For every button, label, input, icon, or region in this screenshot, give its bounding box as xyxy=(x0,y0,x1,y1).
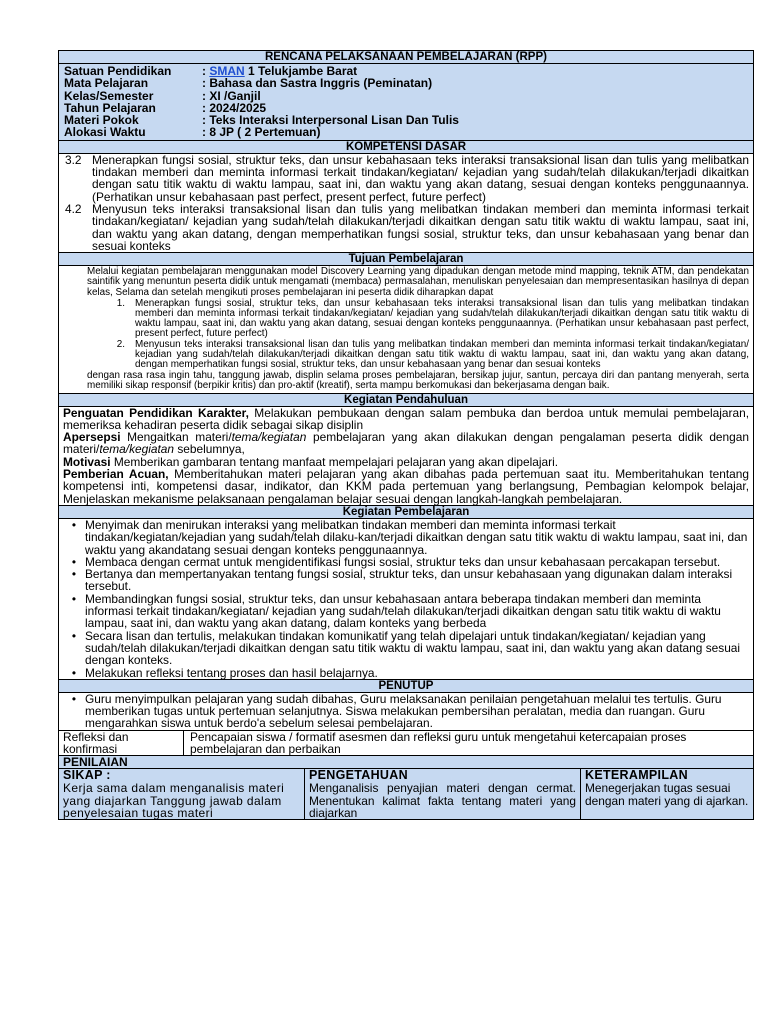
sikap-text: Kerja sama dalam menganalisis materi yang diajarkan Tanggung jawab dalam penyelesaian tugas materi xyxy=(63,781,285,820)
kd-item-text: Menerapkan fungsi sosial, struktur teks, dan unsur kebahasaan teks interaksi transaksional lisan dan tulis yang melibatkan tindakan memberi dan meminta informasi terkait tindakan/kegiatan/ kejadian yang sudah/telah dilakukan/terjadi dikaitkan dengan satu titik waktu di waktu lampau, saat ini, dan waktu yang akan datang, sesuai dengan konteks penggunaannya. (Perhatikan unsur kebahasaan past perfect, present perfect, future perfect) xyxy=(92,152,749,204)
identity-block xyxy=(58,64,754,141)
satuan-rest: 1 Telukjambe Barat xyxy=(244,64,358,78)
penutup-header: PENUTUP xyxy=(58,680,754,693)
refleksi-label: Refleksi dan konfirmasi xyxy=(59,731,184,756)
keterampilan-column xyxy=(581,769,753,819)
apersepsi-label: Apersepsi xyxy=(63,430,121,445)
mapel-label: Mata Pelajaran xyxy=(64,76,149,91)
sikap-column xyxy=(59,769,305,819)
materi-label: Materi Pokok xyxy=(64,113,139,128)
motivasi-label: Motivasi xyxy=(63,454,111,469)
apersepsi-text: sebelumnya, xyxy=(174,442,245,457)
tujuan-header: Tujuan Pembelajaran xyxy=(58,253,754,266)
identity-row-materi xyxy=(64,114,748,126)
pembelajaran-item-text: Secara lisan dan tertulis, melakukan tindakan komunikatif yang telah dipelajari untuk tindakan/kegiatan/ kejadian yang sudah/telah dilakukan/terjadi dikaitkan dengan satu titik waktu di waktu lampau, saat ini, dan waktu yang akan datang sesuai dengan konteks. xyxy=(85,628,741,668)
pendahuluan-karakter xyxy=(63,407,749,432)
kelas-value: : XI /Ganjil xyxy=(202,88,261,103)
identity-row-kelas xyxy=(64,90,748,102)
karakter-label: Penguatan Pendidikan Karakter, xyxy=(63,405,249,420)
bullet-icon: • xyxy=(71,567,77,582)
list-item xyxy=(63,667,749,679)
pembelajaran-item-text: Bertanya dan mempertanyakan tentang fungsi sosial, struktur teks, dan unsur kebahasaan yang digunakan dalam interaksi tersebut. xyxy=(85,567,733,594)
apersepsi-text: Mengaitkan materi/ xyxy=(120,430,232,445)
kd-item-number: 4.2 xyxy=(65,201,82,216)
mapel-value: : Bahasa dan Sastra Inggris (Peminatan) xyxy=(202,76,433,91)
refleksi-row xyxy=(58,731,754,757)
satuan-label: Satuan Pendidikan xyxy=(64,64,172,78)
rpp-document xyxy=(58,50,754,820)
penilaian-header: PENILAIAN xyxy=(58,756,754,769)
list-item xyxy=(87,299,749,340)
pendahuluan-acuan xyxy=(63,468,749,505)
apersepsi-italic: tema/kegiatan xyxy=(99,442,175,457)
tujuan-intro: Melalui kegiatan pembelajaran menggunakan model Discovery Learning yang dipadukan dengan metode mind mapping, teknik ATM, dan pendekatan saintifik yang menuntun peserta didik untuk mengamati (membaca) permasalahan, menuliskan penyelesaian dan mempresentasikan hasilnya di depan kelas, Selama dan setelah mengikuti proses pembelajaran ini peserta didik diharapkan dapat xyxy=(87,266,749,298)
list-item xyxy=(63,630,749,667)
identity-row-mapel xyxy=(64,77,748,89)
tujuan-closing: dengan rasa rasa ingin tahu, tanggung jawab, displin selama proses pembelajaran, bersikap jujur, santun, percaya diri dan pantang menyerah, serta memiliki sikap responsif (berpikir kritis) dan pro-aktif (kreatif), serta mampu berkomukasi dan bekerjasama dengan baik. xyxy=(87,370,749,392)
identity-row-alokasi xyxy=(64,126,748,138)
list-item xyxy=(63,568,749,593)
bullet-icon: • xyxy=(71,628,77,643)
tujuan-item-number: 1. xyxy=(116,297,125,309)
penutup-section xyxy=(58,693,754,731)
kd-item xyxy=(63,154,749,203)
alokasi-value: : 8 JP ( 2 Pertemuan) xyxy=(202,125,321,140)
bullet-icon: • xyxy=(71,665,77,680)
pendahuluan-header: Kegiatan Pendahuluan xyxy=(58,394,754,407)
pengetahuan-column xyxy=(305,769,581,819)
tujuan-item-text: Menerapkan fungsi sosial, struktur teks, dan unsur kebahasaan teks interaksi transaksional lisan dan tulis yang melibatkan tindakan memberi dan meminta informasi terkait tindakan/kegiatan/ kejadian yang sudah/telah dilakukan/terjadi dikaitkan dengan satu titik waktu di waktu lampau, saat ini, dan waktu yang akan datang, sesuai dengan konteks penggunaannya. (Perhatikan unsur kebahasaan past perfect, present perfect, future perfect) xyxy=(135,297,749,340)
keterampilan-text: Menegerjakan tugas sesuai dengan materi yang di ajarkan. xyxy=(585,781,749,808)
motivasi-text: Memberikan gambaran tentang manfaat mempelajari pelajaran yang akan dipelajari. xyxy=(110,454,559,469)
list-item xyxy=(63,693,749,730)
bullet-icon: • xyxy=(71,591,77,606)
list-item xyxy=(63,593,749,630)
tujuan-item-text: Menyusun teks interaksi transaksional lisan dan tulis yang melibatkan tindakan memberi dan meminta informasi terkait tindakan/kegiatan/ kejadian yang sudah/telah dilakukan/terjadi dikaitkan dengan satu titik waktu di waktu lampau, saat ini, dan waktu yang akan datang, dengan memperhatikan fungsi sosial, struktur teks, dan unsur kebahasaan yang benar dan sesuai konteks xyxy=(135,338,749,370)
acuan-text: Memberitahukan materi pelajaran yang akan dibahas pada pertemuan saat itu. Memberitahukan tentang kompetensi inti, kompetensi dasar, indikator, dan KKM pada pertemuan yang berlangsung, Pembagian kelompok belajar, Menjelaskan mekanisme pelaksanaan pengalaman belajar sesuai dengan langkah-langkah pembelajaran. xyxy=(63,467,749,506)
bullet-icon: • xyxy=(71,691,77,706)
materi-value: : Teks Interaksi Interpersonal Lisan Dan Tulis xyxy=(202,113,459,128)
tahun-value: : 2024/2025 xyxy=(202,100,267,115)
tujuan-item-number: 2. xyxy=(116,338,125,350)
pembelajaran-item-text: Melakukan refleksi tentang proses dan hasil belajarnya. xyxy=(85,665,378,680)
pembelajaran-header: Kegiatan Pembelajaran xyxy=(58,506,754,519)
pembelajaran-section xyxy=(58,519,754,680)
karakter-text: Melakukan pembukaan dengan salam pembuka dan berdoa untuk memulai pembelajaran, memeriksa kehadiran peserta didik sebagai sikap disiplin xyxy=(63,405,749,432)
list-item xyxy=(63,519,749,556)
alokasi-label: Alokasi Waktu xyxy=(64,125,146,140)
acuan-label: Pemberian Acuan, xyxy=(63,467,169,482)
sman-link[interactable]: SMAN xyxy=(209,64,245,78)
tahun-label: Tahun Pelajaran xyxy=(64,100,156,115)
kd-item-text: Menyusun teks interaksi transaksional lisan dan tulis yang melibatkan tindakan memberi dan meminta informasi terkait tindakan/kegiatan/ kejadian yang sudah/telah dilakukan/terjadi dikaitkan dengan satu titik waktu di waktu lampau, saat ini, dan waktu yang akan datang, dengan memperhatikan fungsi sosial, struktur teks, dan unsur kebahasaan yang benar dan sesuai konteks xyxy=(92,201,749,253)
keterampilan-header: KETERAMPILAN xyxy=(585,768,688,783)
sikap-header: SIKAP : xyxy=(63,768,111,783)
pendahuluan-apersepsi xyxy=(63,431,749,456)
pembelajaran-item-text: Membandingkan fungsi sosial, struktur teks, dan unsur kebahasaan antara beberapa tindakan memberi dan meminta informasi terkait tindakan/kegiatan/ kejadian yang sudah/telah dilakukan/terjadi dikaitkan dengan satu titik waktu di waktu lampau, saat ini, dan waktu yang akan datang, dalam konteks yang berbeda xyxy=(85,591,721,631)
penutup-item-text: Guru menyimpulkan pelajaran yang sudah dibahas, Guru melaksanakan penilaian pengetahuan melalui tes tertulis. Guru memberikan tugas untuk pertemuan selanjutnya. Siswa melakukan pembersihan peralatan, media dan ruangan. Guru mengarahkan siswa untuk berdo'a sebelum selesai pembelajaran. xyxy=(85,691,722,731)
satuan-prefix: : xyxy=(202,64,210,78)
pembelajaran-item-text: Menyimak dan menirukan interaksi yang melibatkan tindakan memberi dan meminta informasi terkait tindakan/kegiatan/kejadian yang sudah/telah dilaku-kan/terjadi dikaitkan dengan satu titik waktu di waktu lampau, saat ini, dan waktu yang akandatang sesuai dengan konteks penggunaannya. xyxy=(85,517,748,557)
bullet-icon: • xyxy=(71,554,77,569)
apersepsi-italic: tema/kegiatan xyxy=(231,430,307,445)
kd-item xyxy=(63,203,749,252)
pendahuluan-section xyxy=(58,407,754,506)
penilaian-grid xyxy=(58,769,754,820)
kelas-label: Kelas/Semester xyxy=(64,88,154,103)
refleksi-text: Pencapaian siswa / formatif asesmen dan refleksi guru untuk mengetahui ketercapaian proses pembelajaran dan perbaikan xyxy=(190,729,687,757)
bullet-icon: • xyxy=(71,517,77,532)
document-title: RENCANA PELAKSANAAN PEMBELAJARAN (RPP) xyxy=(58,50,754,64)
kd-header: KOMPETENSI DASAR xyxy=(58,141,754,154)
kd-item-number: 3.2 xyxy=(65,152,82,167)
tujuan-section xyxy=(58,266,754,393)
kd-section xyxy=(58,154,754,253)
pengetahuan-text: Menganalisis penyajian materi dengan cermat. Menentukan kalimat fakta tentang materi yang diajarkan xyxy=(309,781,576,820)
list-item xyxy=(87,340,749,371)
pembelajaran-item-text: Membaca dengan cermat untuk mengidentifikasi fungsi sosial, struktur teks dan unsur kebahasaan percakapan tersebut. xyxy=(85,554,721,569)
apersepsi-text: pembelajaran yang akan dilakukan dengan pengalaman peserta didik dengan materi/ xyxy=(63,430,750,457)
tujuan-list xyxy=(87,299,749,370)
pengetahuan-header: PENGETAHUAN xyxy=(309,768,408,783)
